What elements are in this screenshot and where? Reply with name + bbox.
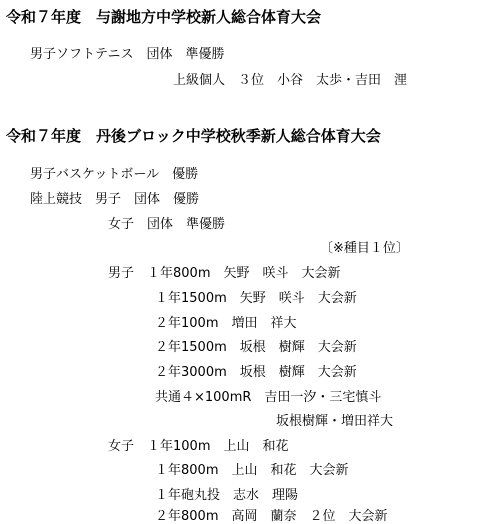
result-line: ２年100m 増田 祥大 <box>155 316 297 331</box>
section-heading-yosa: 令和７年度 与謝地方中学校新人総合体育大会 <box>6 8 322 26</box>
result-line: 陸上競技 男子 団体 優勝 <box>30 192 200 207</box>
result-line: 男子ソフトテニス 団体 準優勝 <box>30 47 225 62</box>
result-line: １年砲丸投 志水 理陽 <box>155 488 299 503</box>
result-line: １年1500m 矢野 咲斗 大会新 <box>155 291 357 306</box>
result-line: 共通４×100mR 吉田一汐・三宅慎斗 <box>155 390 382 405</box>
result-line: ２年800m 高岡 蘭奈 ２位 大会新 <box>155 509 388 524</box>
result-line: ２年1500m 坂根 樹輝 大会新 <box>155 340 357 355</box>
result-line: 坂根樹輝・増田祥大 <box>276 414 394 429</box>
result-line: 男子 １年800m 矢野 咲斗 大会新 <box>108 266 341 281</box>
result-line: 男子バスケットボール 優勝 <box>30 167 199 182</box>
result-line: ２年3000m 坂根 樹輝 大会新 <box>155 365 357 380</box>
result-line: 女子 １年100m 上山 和花 <box>108 439 289 454</box>
result-line: 女子 団体 準優勝 <box>108 217 226 232</box>
result-line: １年800m 上山 和花 大会新 <box>155 463 349 478</box>
result-note: 〔※種目１位〕 <box>320 241 409 256</box>
section-heading-tango: 令和７年度 丹後ブロック中学校秋季新人総合体育大会 <box>6 127 381 145</box>
result-line: 上級個人 ３位 小谷 太歩・吉田 浬 <box>173 73 408 88</box>
